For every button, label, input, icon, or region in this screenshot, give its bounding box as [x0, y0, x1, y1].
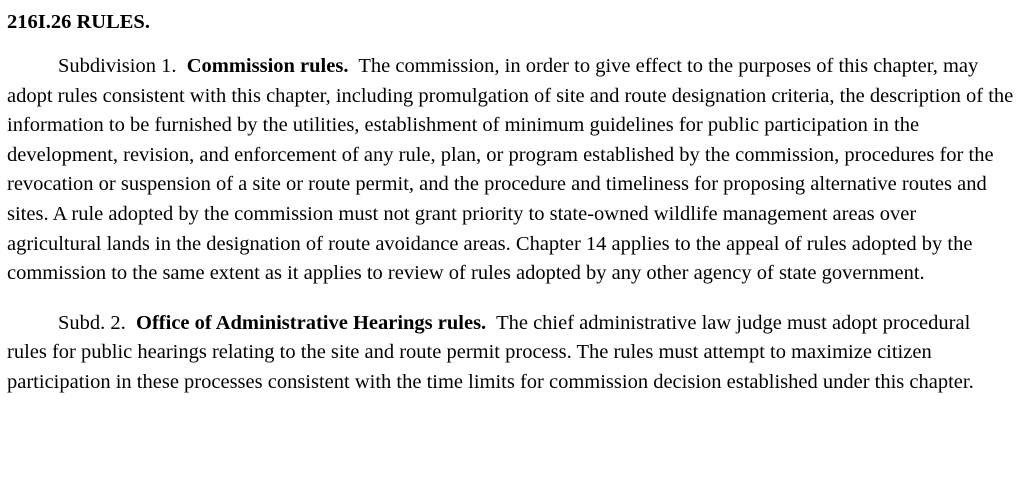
subdivision-1: [7, 52, 1015, 289]
subdivision-2: [7, 309, 1015, 398]
section-heading: 216I.26 RULES.: [7, 11, 150, 33]
subdivision-2-label: Subd. 2.: [58, 311, 126, 334]
subdivision-1-body: The commission, in order to give effect to the purposes of this chapter, may adopt rules consistent with this chapter, including promulgation of site and route designation criteria, the description of the information to be furnished by the utilities, establishment of minimum guidelines for public participation in the development, revision, and enforcement of any rule, plan, or program established by the commission, procedures for the revocation or suspension of a site or route permit, and the procedure and timeliness for proposing alternative routes and sites. A rule adopted by the commission must not grant priority to state-owned wildlife management areas over agricultural lands in the designation of route avoidance areas. Chapter 14 applies to the appeal of rules adopted by the commission to the same extent as it applies to review of rules adopted by any other agency of state government.: [7, 55, 1014, 285]
subdivision-2-body: The chief administrative law judge must adopt procedural rules for public hearings relating to the site and route permit process. The rules must attempt to maximize citizen participation in these processes consistent with the time limits for commission decision established under this chapter.: [7, 311, 974, 393]
subdivision-1-heading: Commission rules.: [186, 55, 349, 77]
subdivision-2-heading: Office of Administrative Hearings rules.: [136, 311, 487, 334]
subdivision-1-label: Subdivision 1.: [58, 55, 177, 77]
